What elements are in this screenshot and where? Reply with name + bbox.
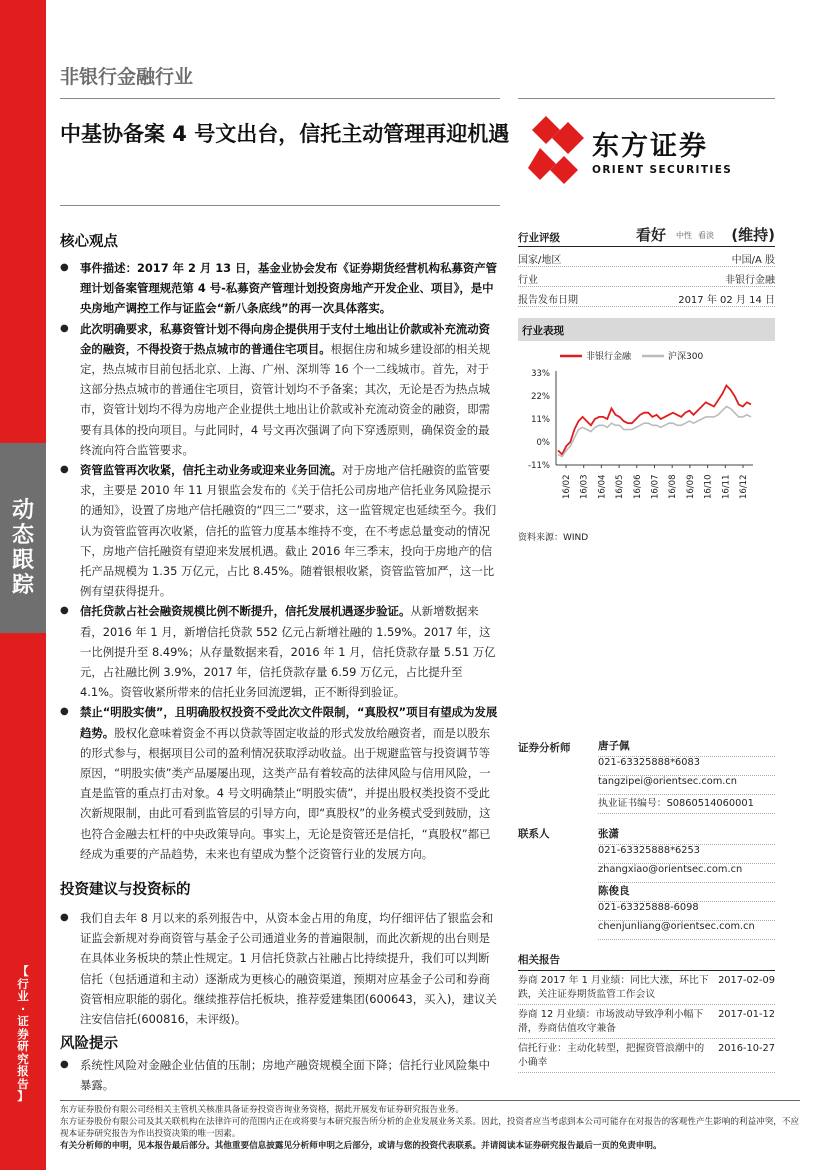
- performance-heading: 行业表现: [522, 325, 564, 337]
- analyst-cert: 执业证书编号：S0860514060001: [598, 795, 775, 814]
- analyst-email[interactable]: tangzipei@orientsec.com.cn: [598, 776, 775, 795]
- rating-panel: [518, 224, 775, 307]
- y-tick-label: 11%: [531, 415, 550, 425]
- rating-bearish: 看淡: [698, 231, 714, 240]
- logo-mark-icon: [528, 114, 588, 184]
- disclaimer-footer: [60, 1100, 800, 1152]
- info-key: 报告发布日期: [518, 295, 578, 306]
- info-value: 2017 年 02 月 14 日: [678, 295, 775, 306]
- analyst-label: 证券分析师: [518, 742, 571, 754]
- related-reports: [518, 952, 775, 1073]
- sidebar-report-type-text: 【 行 业 · 证 券 研 究 报 告 】: [17, 964, 29, 1103]
- header-rule-right: [518, 98, 775, 99]
- core-bullet-item: [60, 460, 500, 601]
- performance-heading-box: [518, 318, 775, 341]
- contact-label: 联系人: [518, 828, 550, 840]
- rating-value: 看好: [636, 226, 667, 244]
- industry-label: 非银行金融行业: [60, 66, 194, 88]
- related-report-item[interactable]: [518, 1042, 775, 1073]
- company-logo: [528, 112, 798, 192]
- x-tick-label: 16/05: [615, 474, 626, 499]
- y-tick-label: 33%: [531, 369, 550, 379]
- footer-line: 东方证券股份有限公司经相关主管机关核准具备证券投资咨询业务资格，据此开展发布证券研究报告业务。: [60, 1105, 464, 1115]
- analyst-name: 唐子佩: [598, 738, 775, 757]
- rating-info-row: [518, 247, 775, 267]
- core-bullet-text: 对于房地产信托融资的监管要求，主要是 2010 年 11 月银监会发布的《关于信托公司房地产信托业务风险提示的通知》，设置了房地产信托融资的“四三二”要求，这一监管规定也延续至今。我们认为资管监管再次收紧，信托的监管力度基本维持不变，在不考虑总量变动的情况下，房地产信托融资有望迎来发展机遇。截止 2016 年三季末，投向于房地产的信托产品规模为 1.35 万亿元，占比 8.45%。随着银根收紧，资管监管加严，这一比例有望获得提升。: [80, 463, 497, 599]
- x-tick-label: 16/04: [597, 474, 608, 499]
- rating-info-rows: [518, 247, 775, 307]
- sidebar-section-label: [0, 443, 46, 633]
- bullet-icon: ●: [60, 912, 69, 923]
- rating-label: 行业评级: [518, 232, 560, 244]
- legend-label: 沪深300: [668, 352, 704, 362]
- related-date: 2017-01-12: [718, 1009, 775, 1020]
- invest-item: [60, 908, 500, 1029]
- core-bullet-text: 从新增数据来看，2016 年 1 月，新增信托贷款 552 亿元占新增社融的 1.59%。2017 年，这一比例提升至 8.49%；从存量数据来看，2016 年 1 月，信托贷款存量 5.51 万亿元，占社融比例 3.9%，2017 年，信托贷款存量 6.59 万亿元，占比提升至 4.1%。资管收紧所带来的信托业务回流逻辑，正不断得到验证。: [80, 604, 496, 700]
- core-bullet-text: 股权化意味着资金不再以贷款等固定收益的形式发放给融资者，而是以股东的形式参与，根据项目公司的盈利情况获取浮动收益。出于规避监管与投资调节等原因，“明股实债”类产品屡屡出现，这类产品有着较高的法律风险与信用风险，一直是监管的重点打击对象。4 号文明确禁止“明股实债”，并提出股权类投资不受此次新规限制，由此可看到监管层的引导方向，即“真股权”的业务模式受到鼓励，这也符合金融去杠杆的中央政策导向。事实上，无论是资管还是信托，“真股权”都已经成为重要的产品趋势，未来也有望成为整个泛资管行业的发展方向。: [80, 725, 491, 861]
- core-bullet-item: [60, 319, 500, 460]
- invest-bullets: [60, 908, 500, 1029]
- series-line: [558, 407, 751, 457]
- bullet-icon: ●: [60, 322, 69, 334]
- title-rule: [60, 205, 500, 206]
- core-bullet-item: [60, 702, 500, 864]
- x-tick-label: 16/02: [562, 474, 572, 499]
- invest-heading: 投资建议与投资标的: [60, 882, 191, 898]
- rating-info-row: [518, 287, 775, 307]
- analyst-panel: [518, 738, 775, 938]
- x-tick-label: 16/12: [739, 474, 749, 499]
- contact-phone: 021-63325888*6253: [598, 845, 775, 864]
- related-date: 2017-02-09: [718, 975, 775, 986]
- sidebar-section-text: 动 态 跟 踪: [11, 498, 34, 598]
- related-list: [518, 974, 775, 1073]
- bullet-icon: ●: [60, 262, 69, 273]
- x-tick-label: 16/09: [685, 474, 696, 499]
- related-title[interactable]: 信托行业：主动化转型，把握资管浪潮中的小确幸: [518, 1043, 705, 1068]
- info-key: 国家/地区: [518, 255, 562, 266]
- core-bullet-item: [60, 601, 500, 702]
- x-tick-label: 16/08: [668, 474, 679, 499]
- info-value: 中国/A 股: [731, 255, 775, 266]
- y-tick-label: -11%: [528, 461, 550, 471]
- rating-neutral: 中性: [676, 231, 692, 240]
- series-line: [558, 386, 751, 455]
- contact-name: 陈俊良: [598, 883, 775, 902]
- related-title[interactable]: 券商 12 月业绩：市场波动导致净利小幅下滑，券商估值攻守兼备: [518, 1009, 704, 1034]
- core-bullet-lead: 禁止“明股实债”，且明确股权投资不受此次文件限制，“真股权”项目有望成为发展趋势。: [80, 705, 498, 740]
- core-bullet-lead: 资管监管再次收紧，信托主动业务或迎来业务回流。: [80, 463, 342, 478]
- rating-row: [518, 224, 775, 247]
- core-bullet-lead: 事件描述：2017 年 2 月 13 日，基金业协会发布《证券期货经营机构私募资产管理计划备案管理规范第 4 号-私募资产管理计划投资房地产开发企业、项目》，是中央房地产调控工作与证监会“新八条底线”的再一次具体落实。: [80, 261, 498, 316]
- analyst-phone: 021-63325888*6083: [598, 757, 775, 776]
- core-bullet-lead: 信托贷款占社会融资规模比例不断提升，信托发展机遇逐步验证。: [80, 604, 411, 619]
- core-bullet-lead: 此次明确要求，私募资管计划不得向房企提供用于支付土地出让价款或补充流动资金的融资，不得投资于热点城市的普通住宅项目。: [80, 321, 491, 356]
- risk-bullets: [60, 1055, 500, 1095]
- risk-item: [60, 1055, 500, 1095]
- footer-line: 东方证券股份有限公司及其关联机构在法律许可的范围内正在或将要与本研究报告所分析的企业发展业务关系。因此，投资者应当考虑到本公司可能存在对报告的客观性产生影响的利益冲突，不应视本证券研究报告为作出投资决策的唯一因素。: [60, 1117, 800, 1139]
- x-tick-label: 16/06: [632, 474, 643, 499]
- core-bullet-text: 根据住房和城乡建设部的相关规定，热点城市目前包括北京、上海、广州、深圳等 16 个一二线城市。首先，对于这部分热点城市的普通住宅项目，资管计划均不予备案；其次，无论是否为热点城市，资管计划均不得为房地产企业提供土地出让价款或补充流动资金的融资，即需要有具体的投向项目。与此同时，4 号文再次强调了向下穿透原则，确保资金的最终流向符合监管要求。: [80, 341, 491, 457]
- performance-chart: [518, 345, 775, 520]
- header-rule: [60, 98, 500, 99]
- footer-line: 有关分析师的申明，见本报告最后部分。其他重要信息披露见分析师申明之后部分，或请与您的投资代表联系。并请阅读本证券研究报告最后一页的免责申明。: [60, 1141, 662, 1151]
- related-report-item[interactable]: [518, 974, 775, 1005]
- report-title: 中基协备案 4 号文出台，信托主动管理再迎机遇: [60, 122, 510, 146]
- core-bullets: [60, 258, 500, 864]
- info-key: 行业: [518, 275, 538, 286]
- logo-text-en: ORIENT SECURITIES: [592, 164, 733, 176]
- x-tick-label: 16/03: [579, 474, 590, 499]
- y-tick-label: 0%: [536, 438, 550, 448]
- sidebar-report-type: [12, 965, 34, 1103]
- bullet-icon: ●: [60, 706, 69, 718]
- bullet-icon: ●: [60, 605, 69, 617]
- x-tick-label: 16/07: [650, 474, 661, 499]
- info-value: 非银行金融: [725, 275, 775, 286]
- x-tick-label: 16/10: [703, 474, 714, 499]
- contact-email[interactable]: chenjunliang@orientsec.com.cn: [598, 921, 775, 940]
- related-title[interactable]: 券商 2017 年 1 月业绩：同比大涨，环比下跌，关注证券期货监管工作会议: [518, 975, 709, 1000]
- related-date: 2016-10-27: [718, 1043, 775, 1054]
- rating-status: (维持): [731, 226, 775, 244]
- related-report-item[interactable]: [518, 1008, 775, 1039]
- bullet-icon: ●: [60, 464, 69, 476]
- rating-info-row: [518, 267, 775, 287]
- legend-label: 非银行金融: [586, 352, 632, 362]
- risk-text: 系统性风险对金融企业估值的压制；房地产融资规模全面下降；信托行业风险集中暴露。: [80, 1058, 491, 1093]
- bullet-icon: ●: [60, 1059, 69, 1070]
- core-bullet-item: [60, 258, 500, 319]
- y-tick-label: 22%: [531, 392, 550, 402]
- contact-name: 张潇: [598, 826, 775, 845]
- related-heading: 相关报告: [518, 952, 775, 971]
- logo-text-cn: 东方证券: [592, 131, 708, 162]
- x-tick-label: 16/11: [721, 474, 732, 499]
- invest-text: 我们自去年 8 月以来的系列报告中，从资本金占用的角度，均仔细评估了银监会和证监会新规对券商资管与基金子公司通道业务的普遍限制，而此次新规的出台则是在具体业务板块的禁止性规定。1 月信托贷款占社融占比持续提升，我们可以判断信托（包括通道和主动）逐渐成为更核心的融资渠道，预期对应基金子公司和券商资管相应职能的弱化。继续推荐信托板块，推荐爱建集团(600643，买入)，建议关注安信信托(600816，未评级)。: [80, 911, 497, 1027]
- core-heading: 核心观点: [60, 234, 118, 250]
- chart-source: 资料来源：WIND: [518, 533, 589, 543]
- contact-email[interactable]: zhangxiao@orientsec.com.cn: [598, 864, 775, 883]
- contact-phone: 021-63325888-6098: [598, 902, 775, 921]
- risk-heading: 风险提示: [60, 1036, 118, 1052]
